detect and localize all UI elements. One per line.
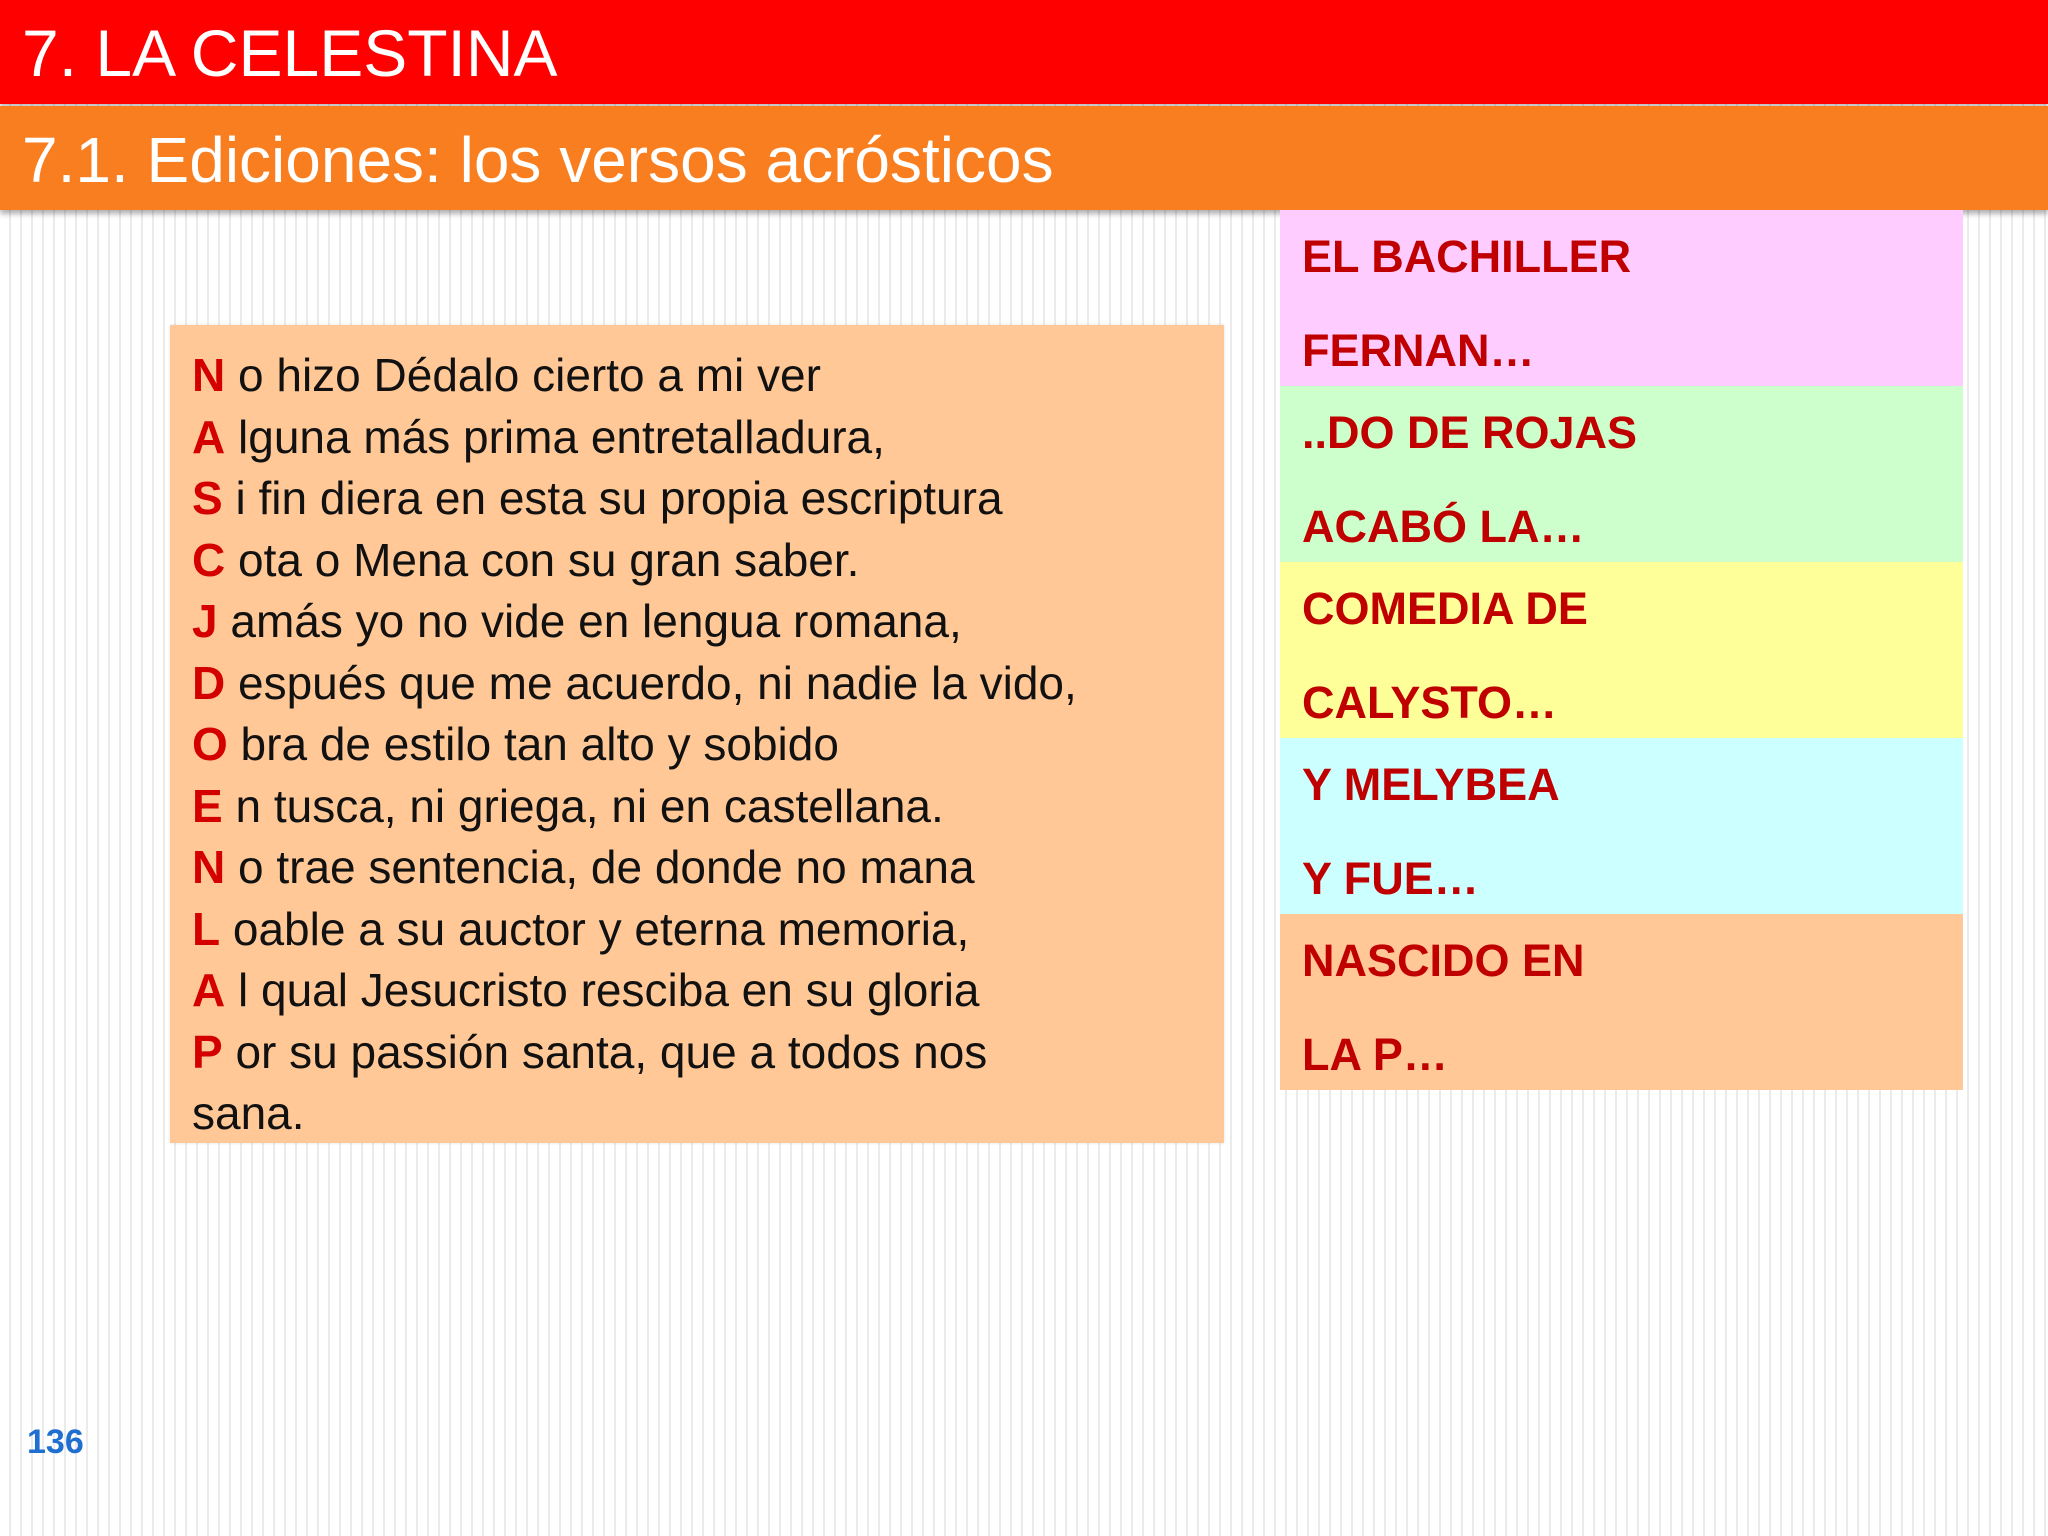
block-line-1: NASCIDO EN (1302, 935, 1585, 986)
poem-verse (192, 776, 1224, 838)
verse-initial: L (192, 902, 221, 955)
verse-initial: D (192, 656, 226, 709)
block-line-2: ACABÓ LA… (1302, 501, 1585, 552)
verse-text: espués que me acuerdo, ni nadie la vido, (225, 656, 1077, 709)
acrostic-block-4 (1280, 738, 1963, 914)
poem-verse (192, 899, 1224, 961)
poem-verse (192, 1022, 1224, 1084)
poem-verse (192, 653, 1224, 715)
block-line-2: CALYSTO… (1302, 677, 1558, 728)
poem-verse (192, 714, 1224, 776)
poem-verse (192, 407, 1224, 469)
block-line-2: Y FUE… (1302, 853, 1479, 904)
block-line-2: FERNAN… (1302, 325, 1535, 376)
verse-initial: A (192, 410, 226, 463)
verse-text: oable a su auctor y eterna memoria, (220, 902, 970, 955)
acrostic-poem-box (170, 325, 1224, 1143)
acrostic-block-2 (1280, 386, 1963, 562)
verse-initial: C (192, 533, 226, 586)
title-bar (0, 0, 2048, 104)
poem-verse (192, 837, 1224, 899)
verse-text: ota o Mena con su gran saber. (225, 533, 860, 586)
block-line-1: COMEDIA DE (1302, 583, 1588, 634)
verse-text: amás yo no vide en lengua romana, (217, 595, 962, 647)
verse-text: n tusca, ni griega, ni en castellana. (222, 779, 944, 832)
acrostic-block-3 (1280, 562, 1963, 738)
verse-initial: O (192, 718, 228, 770)
verse-text: or su passión santa, que a todos nos (222, 1025, 988, 1078)
verse-initial: P (192, 1025, 223, 1078)
poem-verse (192, 468, 1224, 530)
verse-initial: E (192, 779, 223, 832)
slide-subtitle: 7.1. Ediciones: los versos acrósticos (22, 124, 1054, 196)
poem-verse (192, 591, 1224, 653)
acrostic-block-5 (1280, 914, 1963, 1090)
poem-verse (192, 960, 1224, 1022)
verse-initial: N (192, 349, 226, 401)
subtitle-bar (0, 106, 2048, 210)
verse-text: l qual Jesucristo resciba en su gloria (225, 964, 980, 1016)
slide-number: 136 (27, 1423, 84, 1461)
verse-initial: J (192, 595, 218, 647)
verse-initial: S (192, 472, 223, 524)
acrostic-block-1 (1280, 210, 1963, 386)
verse-text: i fin diera en esta su propia escriptura (222, 472, 1003, 524)
block-line-1: ..DO DE ROJAS (1302, 407, 1638, 458)
verse-text: o trae sentencia, de donde no mana (225, 841, 975, 893)
block-line-2: LA P… (1302, 1029, 1448, 1080)
slide-title: 7. LA CELESTINA (22, 16, 558, 90)
verse-text: lguna más prima entretalladura, (225, 410, 885, 463)
verse-initial: A (192, 964, 226, 1016)
verse-initial: N (192, 841, 226, 893)
block-line-1: EL BACHILLER (1302, 231, 1632, 282)
verse-text: o hizo Dédalo cierto a mi ver (225, 349, 821, 401)
poem-verse-last: sana. (192, 1087, 305, 1139)
verse-text: bra de estilo tan alto y sobido (227, 718, 839, 770)
poem-verse (192, 530, 1224, 592)
poem-verse (192, 345, 1224, 407)
block-line-1: Y MELYBEA (1302, 759, 1560, 810)
